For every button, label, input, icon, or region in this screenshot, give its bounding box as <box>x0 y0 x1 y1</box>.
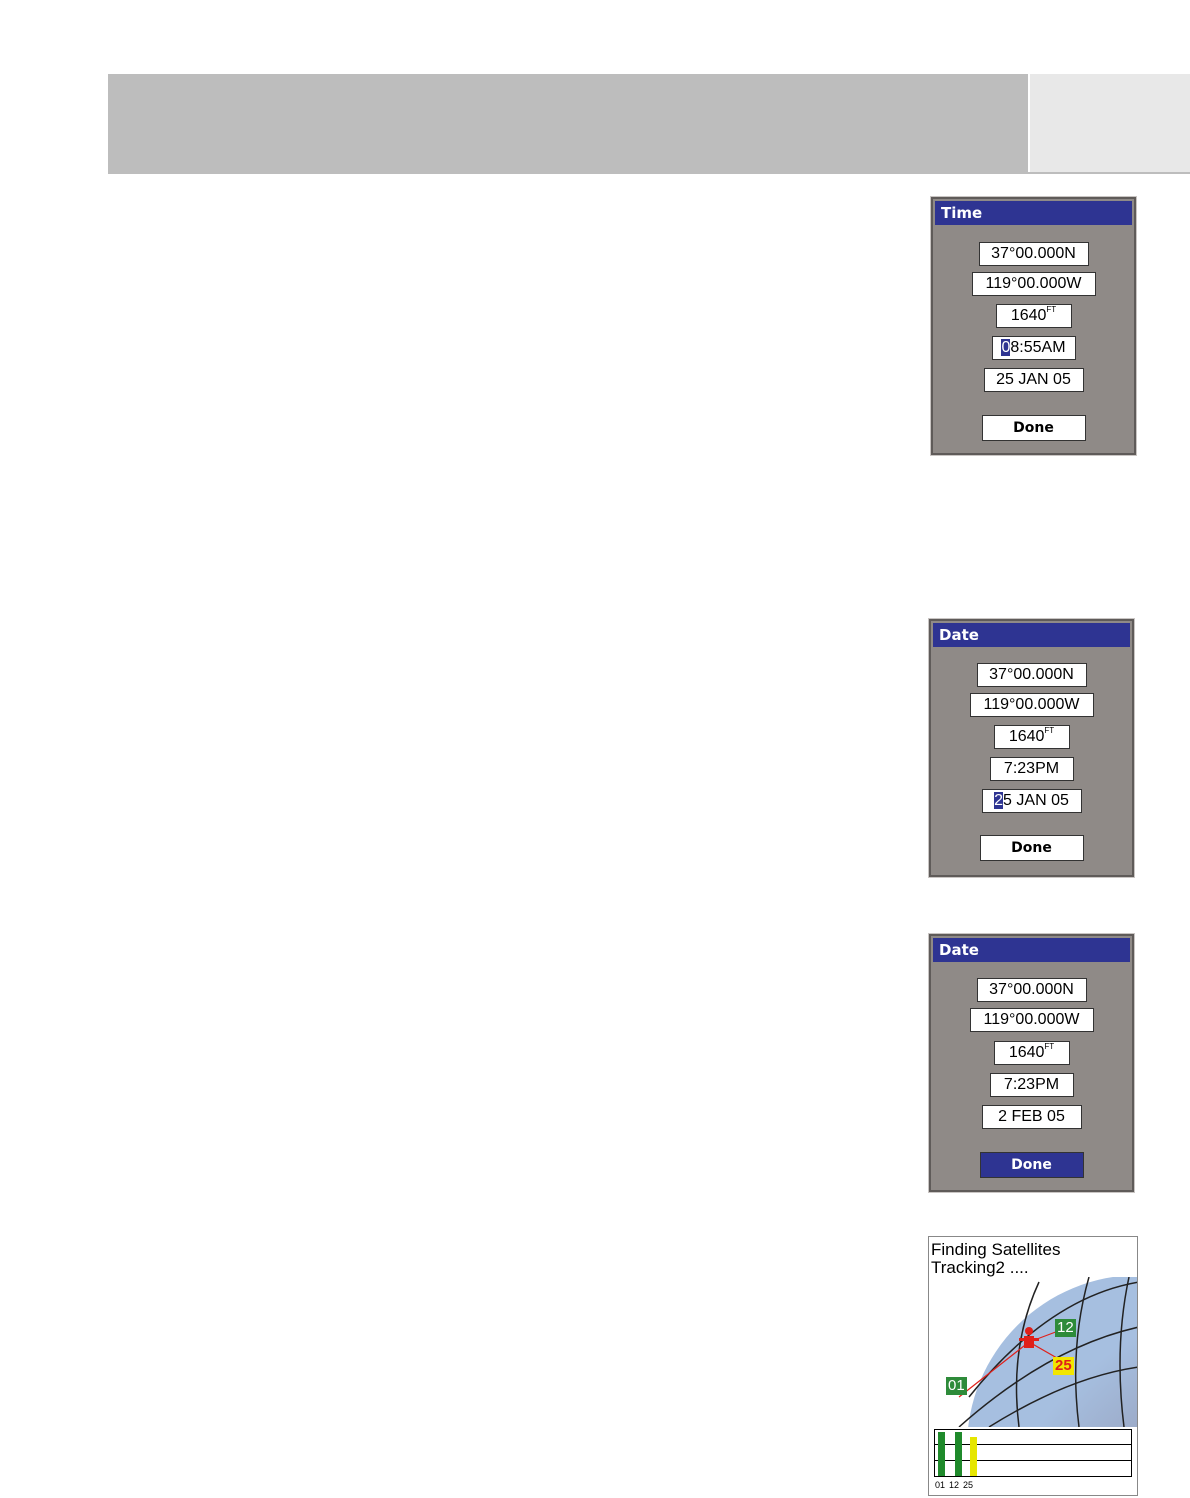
satellite-label-25: 25 <box>1055 1357 1072 1374</box>
time-field[interactable]: 08:55AM <box>992 336 1076 360</box>
status-line-1: Finding Satellites <box>931 1240 1061 1259</box>
dialog-title: Time <box>935 201 1132 225</box>
status-line-2: Tracking2 .... <box>931 1258 1029 1277</box>
longitude-field[interactable]: 119°00.000W <box>970 1008 1094 1032</box>
latitude-field[interactable]: 37°00.000N <box>979 242 1089 266</box>
elevation-field[interactable]: $1640^{FT}$ <box>994 1041 1070 1065</box>
time-dialog <box>931 197 1136 455</box>
satellite-label-01: 01 <box>948 1377 965 1394</box>
elevation-field[interactable]: $1640^{FT}$ <box>994 725 1070 749</box>
edit-cursor: 0 <box>1001 339 1011 356</box>
date-dialog-confirm <box>929 934 1134 1192</box>
date-field[interactable]: 25 JAN 05 <box>984 368 1084 392</box>
signal-bar-labels: 01 12 25 <box>935 1480 974 1490</box>
longitude-field[interactable]: 119°00.000W <box>972 272 1096 296</box>
time-field[interactable]: 7:23PM <box>990 1073 1074 1097</box>
satellite-status-screen <box>928 1236 1138 1496</box>
done-button[interactable]: Done <box>982 415 1086 441</box>
elevation-field[interactable]: $1640^{FT}$ <box>996 304 1072 328</box>
date-dialog <box>929 619 1134 877</box>
longitude-field[interactable]: 119°00.000W <box>970 693 1094 717</box>
done-button[interactable]: Done <box>980 835 1084 861</box>
latitude-field[interactable]: 37°00.000N <box>977 663 1087 687</box>
page-header-tab <box>1030 74 1190 172</box>
date-field[interactable]: 2 FEB 05 <box>982 1105 1082 1129</box>
edit-cursor: 2 <box>994 792 1004 809</box>
satellite-label-12: 12 <box>1057 1319 1074 1336</box>
signal-bar-25 <box>970 1437 977 1476</box>
signal-bar-12 <box>955 1432 962 1476</box>
date-field[interactable]: 25 JAN 05 <box>982 789 1082 813</box>
done-button[interactable]: Done <box>980 1152 1084 1178</box>
page-header-bar <box>108 74 1028 172</box>
signal-bar-01 <box>938 1432 945 1476</box>
time-field[interactable]: 7:23PM <box>990 757 1074 781</box>
latitude-field[interactable]: 37°00.000N <box>977 978 1087 1002</box>
dialog-title: Date <box>933 938 1130 962</box>
header-divider <box>108 172 1190 174</box>
dialog-title: Date <box>933 623 1130 647</box>
signal-strength-chart <box>934 1429 1132 1477</box>
